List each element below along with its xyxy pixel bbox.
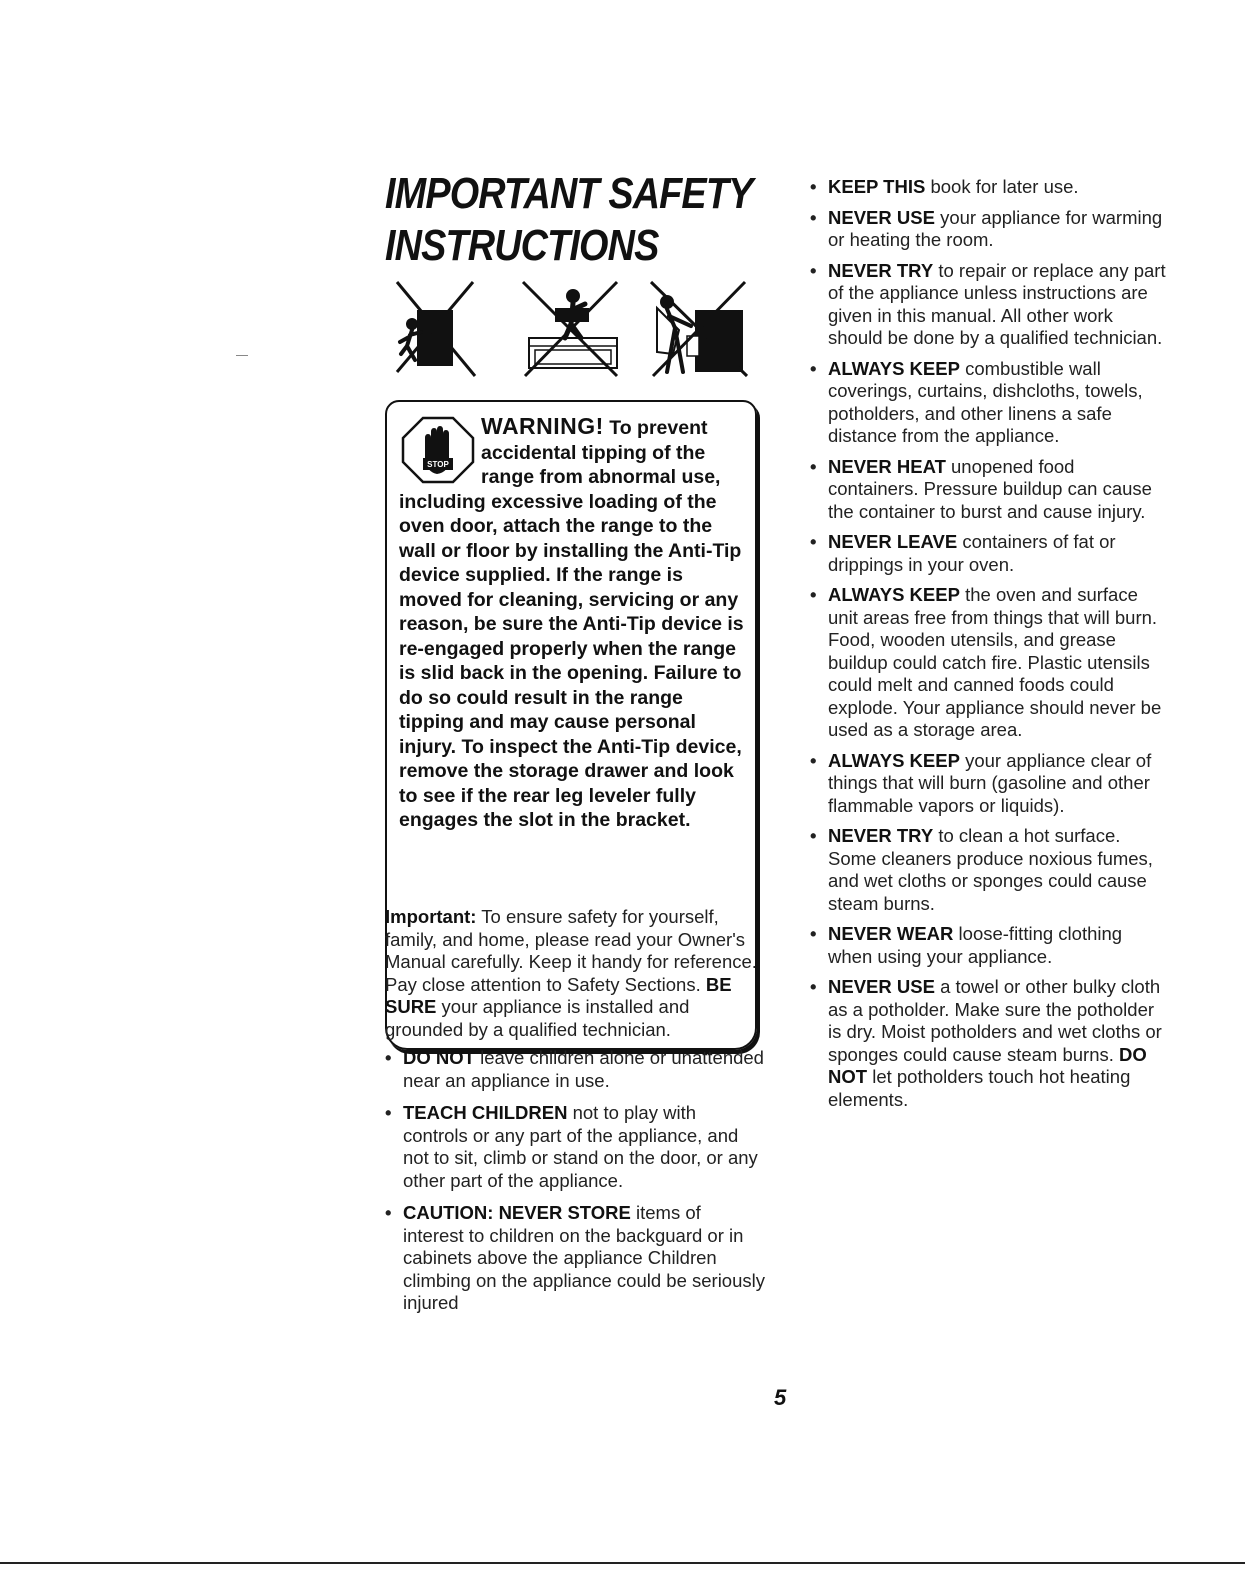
bullet-lead: NEVER WEAR	[828, 923, 954, 944]
list-item	[810, 207, 1170, 252]
bullet-lead: CAUTION: NEVER STORE	[403, 1202, 631, 1223]
list-item	[810, 260, 1170, 350]
important-section	[385, 906, 765, 1325]
list-item	[810, 825, 1170, 915]
important-lead: Important:	[385, 906, 477, 927]
bullet-text: book for later use.	[930, 176, 1079, 197]
prohibited-actions-icons	[395, 280, 755, 378]
bullet-text: to repair or replace any part of the appliance unless instructions are given in this manual. All other work should be done by a qualified technician.	[828, 259, 1166, 348]
bullet-text: combustible wall coverings, curtains, dishcloths, towels, potholders, and other linens a safe distance from the appliance.	[828, 357, 1143, 446]
page-number: 5	[774, 1385, 787, 1410]
bullet-text: containers of fat or drippings in your oven.	[828, 531, 1116, 575]
standing-on-oven-door-prohibited-icon	[523, 282, 617, 376]
page-title	[385, 168, 753, 272]
bullet-lead: DO NOT	[403, 1047, 475, 1068]
bullet-lead: NEVER USE	[828, 206, 935, 228]
bullet-lead: KEEP THIS	[828, 176, 926, 197]
bullet-lead: NEVER LEAVE	[828, 531, 958, 552]
child-climbing-on-range-prohibited-icon	[397, 282, 475, 376]
important-be-sure: BE SURE	[385, 973, 732, 1017]
bullet-text: your appliance clear of things that will burn (gasoline and other flammable vapors or liquids).	[828, 749, 1152, 816]
list-item	[385, 1202, 765, 1315]
bullet-text: items of interest to children on the backguard or in cabinets above the appliance Children climbing on the appliance could be seriously injured	[403, 1202, 765, 1313]
list-item	[810, 531, 1170, 576]
list-item	[810, 584, 1170, 742]
right-column	[810, 176, 1170, 1119]
title-line-2: INSTRUCTIONS	[385, 221, 659, 270]
list-item	[385, 1102, 765, 1192]
warning-heading: WARNING!	[481, 413, 604, 439]
important-paragraph	[385, 906, 765, 1041]
left-bullet-list	[385, 1047, 765, 1315]
margin-mark	[236, 355, 248, 356]
bullet-lead: ALWAYS KEEP	[828, 357, 960, 379]
bullet-lead: NEVER HEAT	[828, 455, 946, 477]
leaning-on-oven-door-prohibited-icon	[651, 282, 747, 376]
stop-label: STOP	[427, 460, 449, 469]
list-item	[385, 1047, 765, 1092]
list-item	[810, 923, 1170, 968]
left-column	[385, 168, 767, 1313]
list-item	[810, 750, 1170, 818]
bullet-text: leave children alone or unattended near an appliance in use.	[403, 1047, 764, 1091]
bullet-text: a towel or other bulky cloth as a potholder. Make sure the potholder is dry. Moist potholders and wet cloths or sponges could cause steam burns.	[828, 976, 1162, 1065]
warning-text	[399, 414, 751, 833]
list-item	[810, 358, 1170, 448]
bullet-text: unopened food containers. Pressure buildup can cause the container to burst and cause injury.	[828, 455, 1152, 522]
important-text-1: To ensure safety for yourself, family, and home, please read your Owner's Manual carefully. Keep it handy for reference. Pay close attention to Safety Sections.	[385, 906, 757, 995]
bottom-rule	[0, 1562, 1245, 1564]
bullet-lead-2: DO NOT	[828, 1043, 1147, 1087]
warning-body: To prevent accidental tipping of the range from abnormal use, including excessive loading of the oven door, attach the range to the wall or floor by installing the Anti-Tip device supplied. If the range is moved for cleaning, servicing or any reason, be sure the Anti-Tip device is re-engaged properly when the range is slid back in the opening. Failure to do so could result in the range tipping and may cause personal injury. To inspect the Anti-Tip device, remove the storage drawer and look to see if the rear leg leveler fully engages the slot in the bracket.	[399, 417, 744, 831]
bullet-text: to clean a hot surface. Some cleaners produce noxious fumes, and wet cloths or sponges could cause steam burns.	[828, 825, 1153, 914]
bullet-text: not to play with controls or any part of the appliance, and not to sit, climb or stand on the door, or any other part of the appliance.	[403, 1102, 758, 1191]
bullet-lead: ALWAYS KEEP	[828, 584, 960, 605]
bullet-lead: TEACH CHILDREN	[403, 1102, 568, 1123]
bullet-lead: NEVER USE	[828, 976, 935, 997]
right-bullet-list	[810, 176, 1170, 1111]
important-text-2: your appliance is installed and grounded by a qualified technician.	[385, 996, 690, 1040]
list-item	[810, 976, 1170, 1111]
bullet-text: loose-fitting clothing when using your appliance.	[828, 923, 1123, 967]
bullet-text: your appliance for warming or heating the room.	[828, 206, 1163, 250]
bullet-lead: NEVER TRY	[828, 825, 934, 846]
list-item	[810, 456, 1170, 524]
list-item	[810, 176, 1170, 199]
bullet-lead: NEVER TRY	[828, 259, 934, 281]
bullet-lead: ALWAYS KEEP	[828, 749, 960, 771]
title-line-1: IMPORTANT SAFETY	[385, 169, 753, 218]
bullet-text-2: let potholders touch hot heating elements.	[828, 1066, 1131, 1110]
bullet-text: the oven and surface unit areas free from things that will burn. Food, wooden utensils, and grease buildup could catch fire. Plastic utensils could melt and canned foods could explode. Your appliance should never be used as a storage area.	[828, 584, 1162, 740]
